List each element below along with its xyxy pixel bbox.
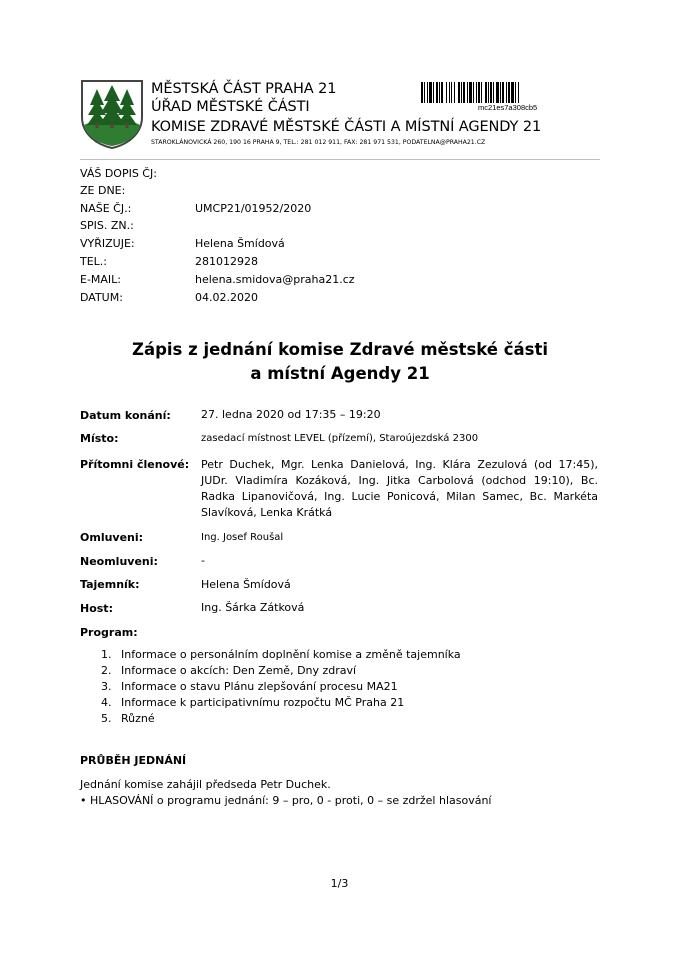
meta-value: Helena Šmídová	[195, 237, 285, 250]
document-title-line2: a místní Agendy 21	[250, 364, 430, 383]
barcode-bar	[508, 82, 510, 103]
meta-value: helena.smidova@praha21.cz	[195, 273, 355, 286]
tajemnik-value: Helena Šmídová	[201, 578, 291, 591]
omluveni-value: Ing. Josef Roušal	[201, 532, 284, 543]
meta-label: NAŠE ČJ.:	[80, 202, 132, 215]
barcode-bar	[421, 82, 423, 103]
omluveni-label: Omluveni:	[80, 531, 144, 544]
meta-row	[80, 253, 258, 270]
meta-value: 281012928	[195, 255, 258, 268]
barcode-bar	[433, 82, 434, 103]
misto-label: Místo:	[80, 432, 119, 445]
barcode-bar	[478, 82, 480, 103]
barcode-bar	[441, 82, 443, 103]
barcode-bar	[473, 82, 474, 103]
barcode-text: mc21es7a308cb5	[478, 103, 538, 112]
org-name-line2: ÚŘAD MĚSTSKÉ ČÁSTI	[151, 99, 310, 115]
meta-value: UMCP21/01952/2020	[195, 202, 312, 215]
barcode-bar	[454, 82, 455, 103]
barcode-bar	[427, 82, 428, 103]
meta-label: TEL.:	[80, 255, 108, 268]
barcode-bar	[496, 82, 499, 103]
misto-value: zasedací místnost LEVEL (přízemí), Staroújezdská 2300	[201, 433, 479, 444]
pritomni-label: Přítomni členové:	[80, 458, 190, 471]
program-item-text: Různé	[121, 712, 155, 725]
barcode-bar	[506, 82, 507, 103]
program-item-number: 4.	[101, 696, 112, 709]
barcode-bar	[424, 82, 425, 103]
neomluveni-label: Neomluveni:	[80, 555, 158, 568]
org-name-line3: KOMISE ZDRAVÉ MĚSTSKÉ ČÁSTI A MÍSTNÍ AGENDY 21	[151, 119, 542, 135]
meta-label: DATUM:	[80, 291, 123, 304]
document-title-line1: Zápis z jednání komise Zdravé městské části	[131, 340, 549, 359]
meta-value: 04.02.2020	[195, 291, 258, 304]
program-label: Program:	[80, 626, 138, 639]
program-list	[101, 647, 581, 727]
barcode-bar	[488, 82, 489, 103]
barcode-bar	[449, 82, 450, 103]
barcode-bar	[429, 82, 432, 103]
page-number: 1/3	[330, 877, 349, 890]
program-item	[101, 663, 581, 679]
barcode-bar	[502, 82, 504, 103]
barcode-bar	[515, 82, 516, 103]
meta-row	[80, 271, 355, 288]
program-item	[101, 711, 581, 727]
barcode-bar	[467, 82, 468, 103]
neomluveni-value: -	[201, 554, 205, 567]
barcode-bar	[511, 82, 514, 103]
barcode-bar	[500, 82, 501, 103]
org-name-line1: MĚSTSKÁ ČÁST PRAHA 21	[151, 81, 337, 97]
barcode	[421, 82, 597, 103]
meta-row	[80, 217, 195, 234]
meta-label: E-MAIL:	[80, 273, 122, 286]
prubeh-line1: Jednání komise zahájil předseda Petr Duchek.	[80, 778, 331, 791]
barcode-bar	[481, 82, 482, 103]
program-item-number: 2.	[101, 664, 112, 677]
barcode-bar	[476, 82, 477, 103]
barcode-bar	[493, 82, 494, 103]
barcode-bar	[446, 82, 447, 103]
meta-label: SPIS. ZN.:	[80, 219, 134, 232]
header-divider	[80, 159, 600, 160]
program-item	[101, 679, 581, 695]
meta-label: VYŘIZUJE:	[80, 237, 135, 250]
meta-label: VÁŠ DOPIS ČJ:	[80, 167, 157, 180]
meta-row	[80, 200, 311, 217]
datum-value: 27. ledna 2020 od 17:35 – 19:20	[201, 408, 381, 421]
program-item-number: 5.	[101, 712, 112, 725]
prubeh-heading: PRŮBĚH JEDNÁNÍ	[80, 754, 187, 767]
municipal-coat-of-arms-logo	[80, 79, 144, 149]
program-item-text: Informace k participativnímu rozpočtu MČ Praha 21	[121, 696, 405, 709]
barcode-bar	[485, 82, 487, 103]
barcode-bar	[436, 82, 438, 103]
tajemnik-label: Tajemník:	[80, 578, 140, 591]
barcode-bar	[439, 82, 440, 103]
program-item	[101, 647, 581, 663]
barcode-bar	[518, 82, 519, 103]
program-item-number: 1.	[101, 648, 112, 661]
program-item	[101, 695, 581, 711]
barcode-bar	[458, 82, 460, 103]
prubeh-line2: • HLASOVÁNÍ o programu jednání: 9 – pro, 0 - proti, 0 – se zdržel hlasování	[80, 794, 492, 807]
program-item-number: 3.	[101, 680, 112, 693]
meta-label: ZE DNE:	[80, 184, 126, 197]
program-item-text: Informace o personálním doplnění komise a změně tajemníka	[121, 648, 461, 661]
barcode-bar	[461, 82, 462, 103]
meta-row	[80, 165, 195, 182]
barcode-bar	[469, 82, 472, 103]
host-label: Host:	[80, 602, 113, 615]
host-value: Ing. Šárka Zátková	[201, 601, 305, 614]
barcode-bar	[451, 82, 452, 103]
meta-row	[80, 235, 285, 252]
org-address: STAROKLÁNOVICKÁ 260, 190 16 PRAHA 9, TEL.: 281 012 911, FAX: 281 971 531, PODATELNA@PRAHA21.CZ	[151, 139, 486, 146]
meta-row	[80, 182, 195, 199]
program-item-text: Informace o akcích: Den Země, Dny zdraví	[121, 664, 357, 677]
program-item-text: Informace o stavu Plánu zlepšování procesu MA21	[121, 680, 398, 693]
pritomni-value: Petr Duchek, Mgr. Lenka Danielová, Ing. Klára Zezulová (od 17:45), JUDr. Vladimíra Kozáková, Ing. Jitka Carbolová (odchod 19:10), Bc. Radka Lipanovičová, Ing. Lucie Ponicová, Milan Samec, Bc. Markéta Slavíková, Lenka Krátká	[201, 458, 598, 519]
datum-label: Datum konání:	[80, 409, 171, 422]
barcode-bar	[490, 82, 492, 103]
meta-row	[80, 289, 258, 306]
barcode-bar	[463, 82, 465, 103]
